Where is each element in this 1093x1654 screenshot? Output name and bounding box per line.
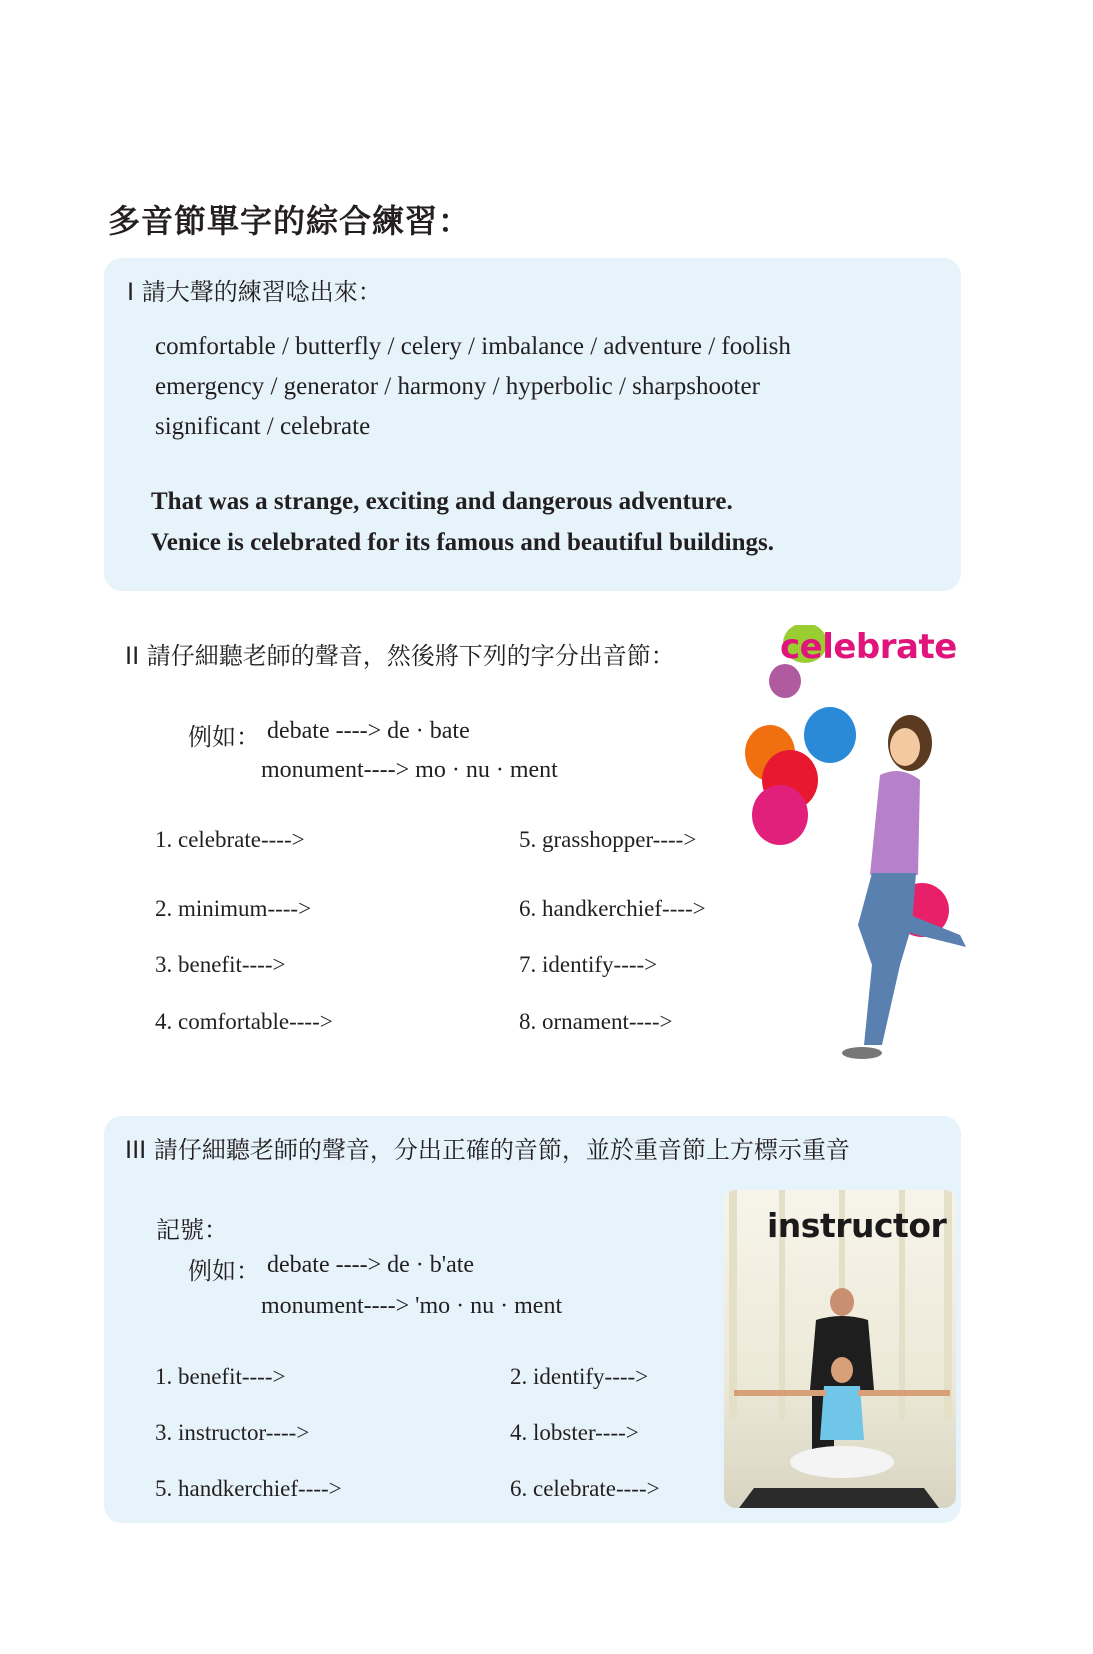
section-3-example-line-2: monument----> 'mo · nu · ment [261, 1293, 563, 1319]
instructor-photo [724, 1190, 956, 1508]
section-2-item-2: 2. minimum----> [155, 896, 312, 921]
section-2-item-5: 5. grasshopper----> [519, 827, 697, 852]
sentence-1: That was a strange, exciting and dangerous adventure. [151, 488, 733, 515]
section-3-heading: III 請仔細聽老師的聲音，分出正確的音節，並於重音節上方標示重音 [125, 1136, 850, 1164]
section-3-item-1: 1. benefit----> [155, 1364, 286, 1389]
section-3-item-4: 4. lobster----> [510, 1420, 639, 1445]
section-2-item-4: 4. comfortable----> [155, 1009, 333, 1034]
instructor-image-label: instructor [767, 1206, 947, 1245]
section-3-example-label: 例如： [188, 1257, 260, 1285]
section-2-example-line-2: monument----> mo · nu · ment [261, 757, 558, 783]
section-2-item-1: 1. celebrate----> [155, 827, 305, 852]
section-3-example-line-1: debate ----> de · b'ate [267, 1252, 475, 1278]
celebrate-illustration [740, 625, 970, 1070]
page-title: 多音節單字的綜合練習： [108, 202, 472, 240]
celebrate-image-label: celebrate [780, 627, 957, 667]
section-2-item-8: 8. ornament----> [519, 1009, 673, 1034]
section-2-heading: II 請仔細聽老師的聲音，然後將下列的字分出音節： [125, 642, 675, 670]
section-3-mark-label: 記號： [156, 1216, 228, 1244]
balloons-woman-figure [740, 625, 970, 1070]
section-3-item-5: 5. handkerchief----> [155, 1476, 342, 1501]
section-2-item-7: 7. identify----> [519, 952, 658, 977]
sentence-2: Venice is celebrated for its famous and beautiful buildings. [151, 529, 774, 556]
section-2-item-6: 6. handkerchief----> [519, 896, 706, 921]
section-2-item-3: 3. benefit----> [155, 952, 286, 977]
section-2-example-line-1: debate ----> de · bate [267, 718, 470, 744]
word-line-1: comfortable / butterfly / celery / imbalance / adventure / foolish [155, 333, 791, 360]
section-2-example-label: 例如： [188, 723, 260, 751]
word-line-3: significant / celebrate [155, 413, 371, 440]
section-3-item-3: 3. instructor----> [155, 1420, 310, 1445]
section-3-item-6: 6. celebrate----> [510, 1476, 660, 1501]
section-1-heading: I 請大聲的練習唸出來： [127, 278, 382, 306]
word-line-2: emergency / generator / harmony / hyperbolic / sharpshooter [155, 373, 760, 400]
section-3-item-2: 2. identify----> [510, 1364, 649, 1389]
